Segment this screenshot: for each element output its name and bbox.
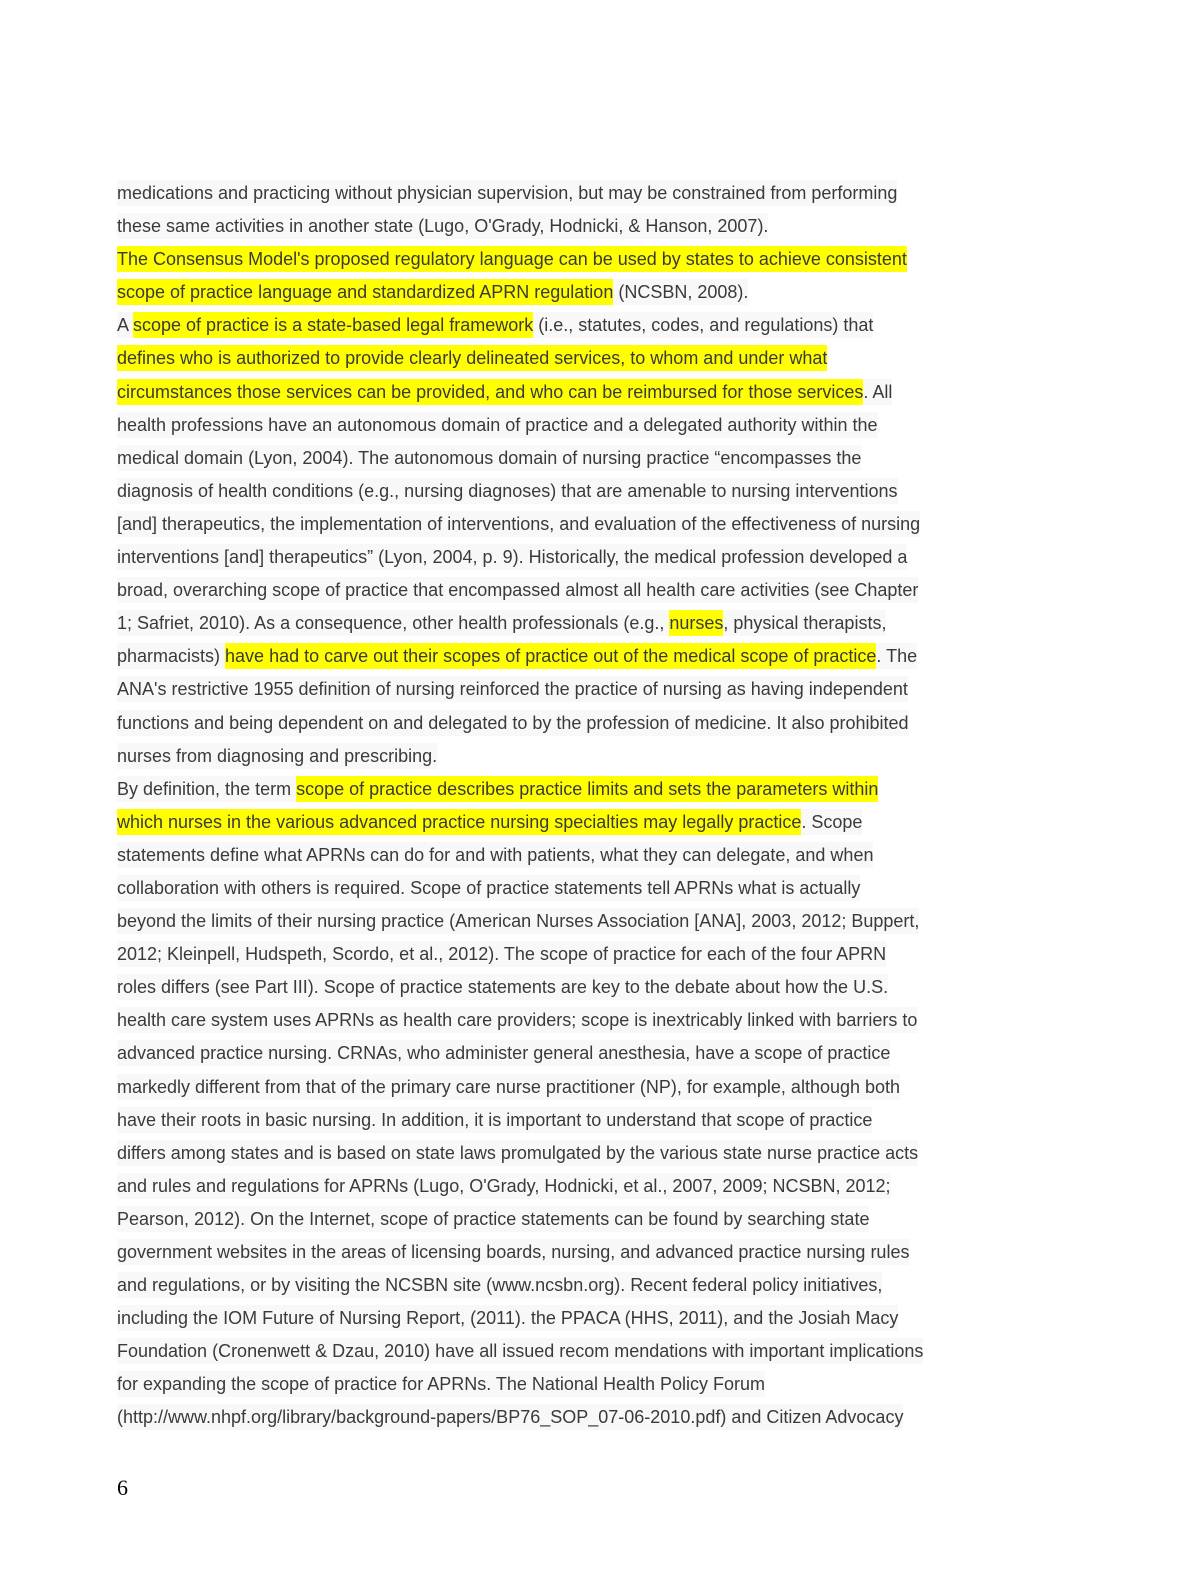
text-line: [117, 1037, 1017, 1070]
text-run: broad, overarching scope of practice that encompassed almost all health care activities (see Chapter: [117, 577, 918, 603]
text-line: [117, 1269, 1017, 1302]
text-run: government websites in the areas of licensing boards, nursing, and advanced practice nursing rules: [117, 1239, 909, 1265]
text-run: differs among states and is based on state laws promulgated by the various state nurse practice acts: [117, 1140, 918, 1166]
text-run: have their roots in basic nursing. In addition, it is important to understand that scope of practice: [117, 1107, 872, 1133]
text-run: . All: [863, 379, 892, 405]
text-run: nurses from diagnosing and prescribing.: [117, 743, 437, 769]
text-line: [117, 475, 1017, 508]
text-run: for expanding the scope of practice for APRNs. The National Health Policy Forum: [117, 1371, 765, 1397]
highlighted-text: nurses: [669, 610, 723, 636]
text-line: [117, 508, 1017, 541]
text-line: [117, 707, 1017, 740]
text-run: health professions have an autonomous domain of practice and a delegated authority within the: [117, 412, 878, 438]
text-run: , physical therapists,: [723, 610, 886, 636]
text-line: [117, 1203, 1017, 1236]
text-run: medications and practicing without physician supervision, but may be constrained from performing: [117, 180, 897, 206]
text-line: [117, 1236, 1017, 1269]
text-line: [117, 309, 1017, 342]
text-run: A: [117, 312, 133, 338]
text-run: markedly different from that of the primary care nurse practitioner (NP), for example, although both: [117, 1074, 900, 1100]
text-line: [117, 1137, 1017, 1170]
text-line: [117, 1004, 1017, 1037]
text-run: ANA's restrictive 1955 definition of nursing reinforced the practice of nursing as having independent: [117, 676, 908, 702]
text-run: (NCSBN, 2008).: [613, 279, 748, 305]
text-run: interventions [and] therapeutics” (Lyon, 2004, p. 9). Historically, the medical profession developed a: [117, 544, 907, 570]
text-line: [117, 1368, 1017, 1401]
text-run: [and] therapeutics, the implementation of interventions, and evaluation of the effectiveness of nursing: [117, 511, 920, 537]
text-run: . Scope: [801, 809, 862, 835]
highlighted-text: which nurses in the various advanced practice nursing specialties may legally practice: [117, 809, 801, 835]
text-line: [117, 177, 1017, 210]
text-line: [117, 971, 1017, 1004]
text-line: [117, 1071, 1017, 1104]
text-run: (http://www.nhpf.org/library/background-papers/BP76_SOP_07-06-2010.pdf) and Citizen Advocacy: [117, 1404, 903, 1430]
text-run: . The: [876, 643, 917, 669]
text-run: diagnosis of health conditions (e.g., nursing diagnoses) that are amenable to nursing interventions: [117, 478, 898, 504]
text-line: [117, 740, 1017, 773]
text-line: [117, 574, 1017, 607]
text-line: [117, 1302, 1017, 1335]
text-run: these same activities in another state (Lugo, O'Grady, Hodnicki, & Hanson, 2007).: [117, 213, 768, 239]
text-run: Foundation (Cronenwett & Dzau, 2010) have all issued recom mendations with important implications: [117, 1338, 923, 1364]
text-run: Pearson, 2012). On the Internet, scope of practice statements can be found by searching state: [117, 1206, 869, 1232]
text-line: [117, 905, 1017, 938]
body-text: [117, 177, 1017, 1435]
text-run: advanced practice nursing. CRNAs, who administer general anesthesia, have a scope of practice: [117, 1040, 890, 1066]
text-line: [117, 1401, 1017, 1434]
text-line: [117, 1335, 1017, 1368]
text-run: 2012; Kleinpell, Hudspeth, Scordo, et al., 2012). The scope of practice for each of the four APRN: [117, 941, 886, 967]
text-line: [117, 276, 1017, 309]
text-line: [117, 243, 1017, 276]
text-line: [117, 442, 1017, 475]
text-run: functions and being dependent on and delegated to by the profession of medicine. It also prohibited: [117, 710, 909, 736]
text-line: [117, 673, 1017, 706]
text-line: [117, 541, 1017, 574]
text-line: [117, 210, 1017, 243]
text-run: (i.e., statutes, codes, and regulations) that: [533, 312, 873, 338]
highlighted-text: have had to carve out their scopes of practice out of the medical scope of practice: [225, 643, 876, 669]
text-line: [117, 376, 1017, 409]
text-line: [117, 839, 1017, 872]
text-run: 1; Safriet, 2010). As a consequence, other health professionals (e.g.,: [117, 610, 669, 636]
text-run: collaboration with others is required. Scope of practice statements tell APRNs what is actually: [117, 875, 860, 901]
text-run: roles differs (see Part III). Scope of practice statements are key to the debate about how the U.S.: [117, 974, 888, 1000]
text-run: including the IOM Future of Nursing Report, (2011). the PPACA (HHS, 2011), and the Josiah Macy: [117, 1305, 898, 1331]
text-run: By definition, the term: [117, 776, 296, 802]
text-line: [117, 773, 1017, 806]
text-line: [117, 607, 1017, 640]
text-run: and rules and regulations for APRNs (Lugo, O'Grady, Hodnicki, et al., 2007, 2009; NCSBN, 2012;: [117, 1173, 891, 1199]
text-line: [117, 1170, 1017, 1203]
text-line: [117, 806, 1017, 839]
text-run: beyond the limits of their nursing practice (American Nurses Association [ANA], 2003, 2012; Buppert,: [117, 908, 919, 934]
text-line: [117, 1104, 1017, 1137]
highlighted-text: circumstances those services can be provided, and who can be reimbursed for those services: [117, 379, 863, 405]
highlighted-text: scope of practice describes practice limits and sets the parameters within: [296, 776, 878, 802]
text-run: pharmacists): [117, 643, 225, 669]
page-number: 6: [117, 1475, 128, 1500]
highlighted-text: defines who is authorized to provide clearly delineated services, to whom and under what: [117, 345, 827, 371]
text-run: medical domain (Lyon, 2004). The autonomous domain of nursing practice “encompasses the: [117, 445, 861, 471]
text-line: [117, 342, 1017, 375]
text-run: health care system uses APRNs as health care providers; scope is inextricably linked with barriers to: [117, 1007, 917, 1033]
text-run: and regulations, or by visiting the NCSBN site (www.ncsbn.org). Recent federal policy initiatives,: [117, 1272, 882, 1298]
text-run: statements define what APRNs can do for and with patients, what they can delegate, and when: [117, 842, 873, 868]
text-line: [117, 872, 1017, 905]
highlighted-text: The Consensus Model's proposed regulatory language can be used by states to achieve consistent: [117, 246, 907, 272]
highlighted-text: scope of practice language and standardized APRN regulation: [117, 279, 613, 305]
text-line: [117, 640, 1017, 673]
text-line: [117, 938, 1017, 971]
text-line: [117, 409, 1017, 442]
highlighted-text: scope of practice is a state-based legal framework: [133, 312, 533, 338]
